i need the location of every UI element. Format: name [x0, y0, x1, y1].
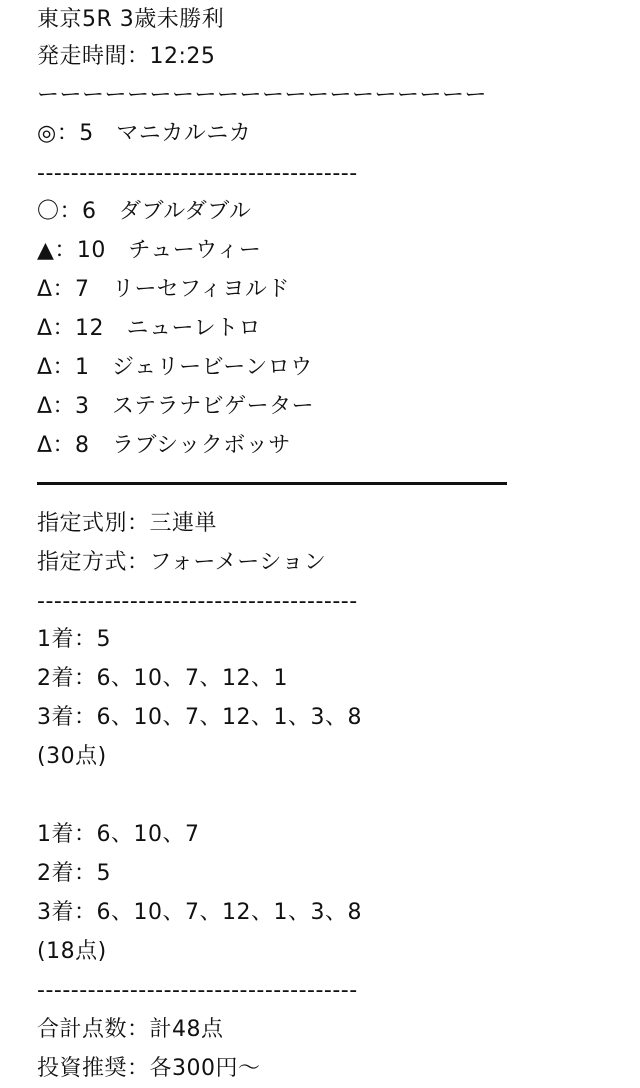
formation1-second: 2着：6、10、7、12、1	[37, 666, 288, 691]
taikou-pick: 〇：6 ダブルダブル	[37, 199, 252, 224]
short-dash-divider: --------------------------------------	[37, 978, 358, 1003]
formation1-third: 3着：6、10、7、12、1、3、8	[37, 705, 362, 730]
renshita-pick: Δ：1 ジェリービーンロウ	[37, 355, 313, 380]
long-dash-divider: ーーーーーーーーーーーーーーーーーーーー	[37, 83, 488, 108]
formation2-second: 2着：5	[37, 861, 111, 886]
formation1-first: 1着：5	[37, 627, 111, 652]
investment-recommendation: 投資推奨：各300円〜	[37, 1056, 261, 1081]
formation2-first: 1着：6、10、7	[37, 822, 200, 847]
solid-divider	[37, 482, 507, 485]
formation2-third: 3着：6、10、7、12、1、3、8	[37, 900, 362, 925]
renshita-pick: Δ：3 ステラナビゲーター	[37, 394, 315, 419]
race-title: 東京5R 3歳未勝利	[37, 7, 225, 32]
total-points: 合計点数：計48点	[37, 1017, 224, 1042]
short-dash-divider: --------------------------------------	[37, 161, 358, 186]
renshita-pick: Δ：7 リーセフィヨルド	[37, 277, 290, 302]
formation2-points: (18点)	[37, 939, 107, 964]
renshita-pick: Δ：12 ニューレトロ	[37, 316, 262, 341]
bet-type: 指定式別：三連単	[37, 511, 218, 536]
renshita-pick: Δ：8 ラブシックボッサ	[37, 433, 291, 458]
formation1-points: (30点)	[37, 744, 107, 769]
honmei-pick: ◎：5 マニカルニカ	[37, 121, 252, 146]
tanana-pick: ▲：10 チューウィー	[37, 238, 262, 263]
short-dash-divider: --------------------------------------	[37, 589, 358, 614]
bet-method: 指定方式：フォーメーション	[37, 550, 327, 575]
start-time: 発走時間：12:25	[37, 44, 216, 69]
